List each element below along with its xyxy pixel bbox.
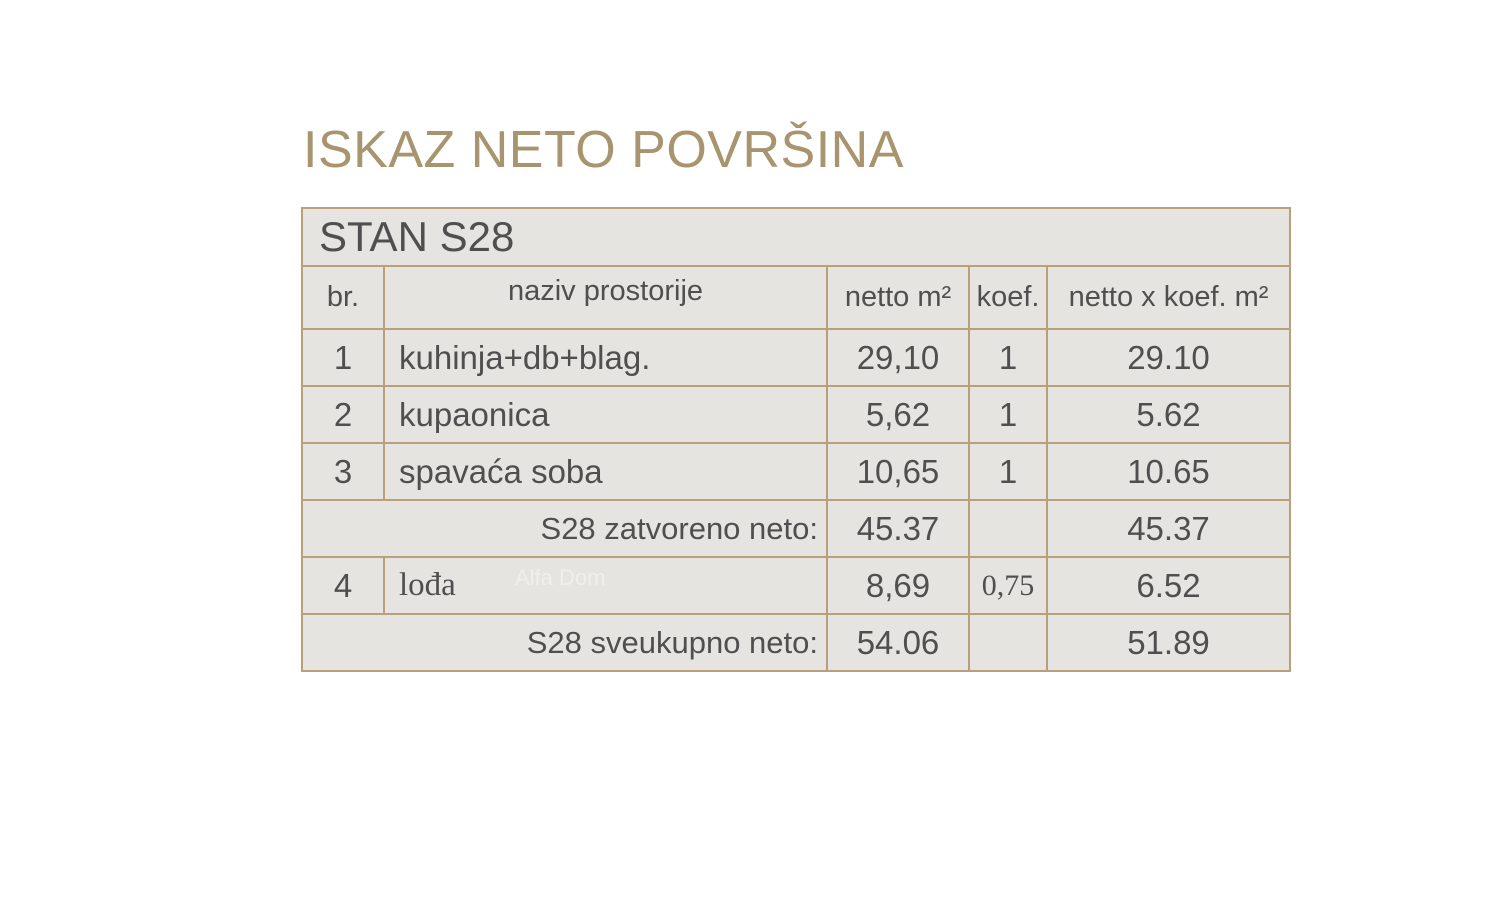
koef-value: 0,75 [969,557,1047,614]
netto-koef-value: 10.65 [1047,443,1290,500]
room-name: spavaća soba [384,443,827,500]
netto-koef-value: 6.52 [1047,557,1290,614]
netto-value: 29,10 [827,329,969,386]
header-netto-koef: netto x koef. m² [1047,266,1290,329]
netto-value: 5,62 [827,386,969,443]
table-row [302,557,1290,614]
table-header-row [302,266,1290,329]
table-caption: STAN S28 [302,208,1290,266]
row-number: 1 [302,329,384,386]
total-netto: 54.06 [827,614,969,671]
room-name: lođa [384,557,827,614]
subtotal-netto-koef: 45.37 [1047,500,1290,557]
total-koef [969,614,1047,671]
subtotal-label: S28 zatvoreno neto: [302,500,827,557]
koef-value: 1 [969,329,1047,386]
subtotal-koef [969,500,1047,557]
watermark: Alfa Dom [515,565,606,590]
row-number: 2 [302,386,384,443]
koef-value: 1 [969,386,1047,443]
header-naziv: naziv prostorije [384,266,827,329]
area-table [301,207,1291,672]
room-name: kupaonica [384,386,827,443]
document-title: ISKAZ NETO POVRŠINA [303,121,904,179]
total-row [302,614,1290,671]
netto-value: 8,69 [827,557,969,614]
table-row [302,329,1290,386]
header-br: br. [302,266,384,329]
netto-koef-value: 5.62 [1047,386,1290,443]
table-row [302,443,1290,500]
room-name: kuhinja+db+blag. [384,329,827,386]
table-caption-row [302,208,1290,266]
subtotal-row [302,500,1290,557]
table-row [302,386,1290,443]
total-label: S28 sveukupno neto: [302,614,827,671]
row-number: 3 [302,443,384,500]
subtotal-netto: 45.37 [827,500,969,557]
row-number: 4 [302,557,384,614]
header-netto: netto m² [827,266,969,329]
netto-value: 10,65 [827,443,969,500]
netto-koef-value: 29.10 [1047,329,1290,386]
koef-value: 1 [969,443,1047,500]
total-netto-koef: 51.89 [1047,614,1290,671]
header-koef: koef. [969,266,1047,329]
